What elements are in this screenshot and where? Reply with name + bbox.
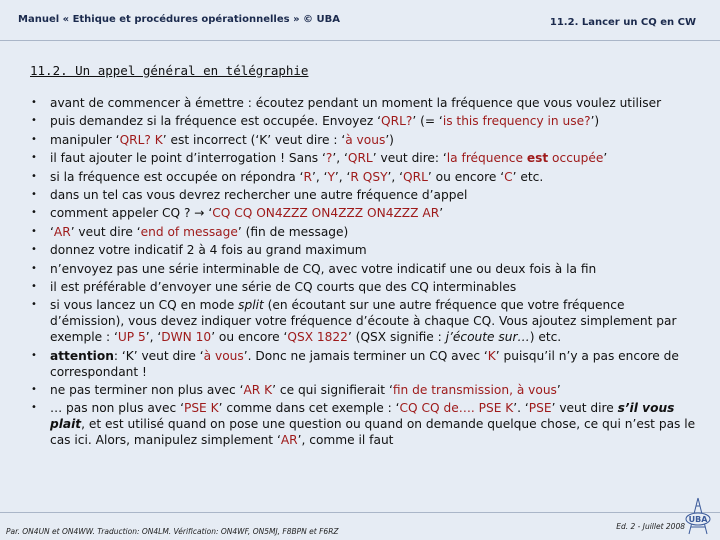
bullet-dot-icon: • xyxy=(31,384,37,396)
bullet-text-segment: PSE xyxy=(528,401,552,416)
bullet-item xyxy=(28,113,700,129)
bullet-text-segment: R QSY xyxy=(350,169,388,184)
bullet-dot-icon: • xyxy=(31,133,37,145)
bullet-text-segment: ’ etc. xyxy=(512,169,544,184)
bullet-text-segment: ’ comme dans cet exemple : ‘ xyxy=(218,401,400,416)
bullet-text-segment: il est préférable d’envoyer une série de CQ courts que des CQ interminables xyxy=(50,279,517,294)
bullet-text-segment: ’, comme il faut xyxy=(297,433,394,448)
bullet-text-segment: ’, ‘ xyxy=(311,169,328,184)
bullet-text-segment: QRL xyxy=(347,151,373,166)
bullet-text-segment: AR xyxy=(280,433,298,448)
bullet-text-segment: , et est utilisé quand on pose une question ou quand on demande quelque chose, ce qui n’est pas le cas ici. Alors, manipulez simplement ‘ xyxy=(50,417,696,448)
bullet-item xyxy=(28,187,700,203)
bullet-text-segment: ’ ou encore ‘ xyxy=(427,169,505,184)
bullet-text-segment: ’) xyxy=(385,132,394,147)
bullet-text-segment: Y xyxy=(327,169,335,184)
bullet-text-segment: is this frequency in use? xyxy=(442,114,591,129)
bullet-text-segment: ’ xyxy=(603,151,608,166)
bullet-text-segment: AR xyxy=(53,224,71,239)
bullet-text-segment: ’) xyxy=(590,114,600,129)
bullet-text-segment: si vous lancez un CQ en mode xyxy=(50,298,239,313)
bullet-item xyxy=(28,150,700,166)
bullet-dot-icon: • xyxy=(31,188,37,200)
bullet-text-segment: si la fréquence est occupée on répondra ‘ xyxy=(50,169,304,184)
bullet-text-segment: QRL xyxy=(403,169,428,184)
bullet-text-segment: ’ est incorrect (‘K’ veut dire : ‘ xyxy=(162,132,346,147)
bullet-text-segment: DWN 10 xyxy=(161,330,212,345)
bullet-item xyxy=(28,224,700,240)
bullet-item xyxy=(28,348,700,380)
bullet-text-segment: ’ veut dire ‘ xyxy=(70,224,141,239)
bullet-dot-icon: • xyxy=(31,299,37,311)
bullet-text-segment: ’. Donc ne jamais terminer un CQ avec ‘ xyxy=(243,348,488,363)
bullet-text-segment: ’. ‘ xyxy=(513,401,529,416)
bullet-text-segment: QSX 1822 xyxy=(287,330,348,345)
bullet-item xyxy=(28,400,700,448)
bullet-item xyxy=(28,95,700,111)
bullet-text-segment: est xyxy=(526,151,549,166)
bullet-dot-icon: • xyxy=(31,225,37,237)
bullet-text-segment: ’ ou encore ‘ xyxy=(211,330,288,345)
bullet-text-segment: ) etc. xyxy=(529,330,562,345)
bullet-text-segment: comment appeler CQ ? → ‘ xyxy=(50,206,213,221)
bullet-list xyxy=(28,95,700,451)
bullet-text-segment: avant de commencer à émettre : écoutez pendant un moment la fréquence que vous voulez utiliser xyxy=(50,96,662,110)
bullet-text-segment: ’, ‘ xyxy=(387,169,404,184)
bullet-text-segment: ’, ‘ xyxy=(334,169,351,184)
bullet-text-segment: ’ veut dire xyxy=(551,401,618,416)
bullet-text-segment: (en écoutant sur une autre fréquence que votre fréquence d’émission), vous devez indiquer votre fréquence d’écoute à chaque CQ. Vous ajoutez simplement par exemple : ‘ xyxy=(50,298,677,345)
uba-logo-icon xyxy=(682,496,714,536)
bullet-text-segment: ’ (= ‘ xyxy=(412,114,443,129)
bullet-item xyxy=(28,205,700,221)
bullet-text-segment: dans un tel cas vous devrez rechercher une autre fréquence d’appel xyxy=(50,187,468,202)
bullet-text-segment: ne pas terminer non plus avec ‘ xyxy=(50,383,244,398)
bullet-text-segment: PSE K xyxy=(183,401,219,416)
bullet-text-segment: : ‘K’ veut dire ‘ xyxy=(113,348,204,363)
bullet-text-segment: à vous xyxy=(345,132,386,147)
bullet-text-segment: ’ puisqu’il n’y a pas encore de correspondant ! xyxy=(50,348,679,379)
bullet-dot-icon: • xyxy=(31,244,37,256)
bullet-text-segment: ? xyxy=(325,151,333,166)
bullet-text-segment: la fréquence xyxy=(446,151,527,166)
bullet-text-segment: R xyxy=(303,169,312,184)
slide-title: 11.2. Un appel général en télégraphie xyxy=(30,63,309,78)
footer-edition: Ed. 2 - Juillet 2008 xyxy=(616,522,685,531)
bullet-text-segment: split xyxy=(238,298,264,313)
bullet-dot-icon: • xyxy=(31,170,37,182)
bullet-dot-icon: • xyxy=(31,152,37,164)
header-divider xyxy=(0,40,720,41)
bullet-text-segment: j’écoute sur… xyxy=(445,330,530,345)
bullet-text-segment: ’, ‘ xyxy=(145,330,162,345)
bullet-text-segment: à vous xyxy=(203,348,244,363)
bullet-text-segment: ‘ xyxy=(50,224,54,239)
bullet-text-segment: occupée xyxy=(548,151,604,166)
bullet-dot-icon: • xyxy=(31,97,37,108)
bullet-text-segment: QRL? K xyxy=(119,132,163,147)
bullet-text-segment: fin de transmission, à vous xyxy=(392,383,557,398)
bullet-dot-icon: • xyxy=(31,280,37,292)
bullet-text-segment: CQ CQ ON4ZZZ ON4ZZZ ON4ZZZ AR xyxy=(212,206,440,221)
footer-credits: Par. ON4UN et ON4WW. Traduction: ON4LM. Vérification: ON4WF, ON5MJ, F8BPN et F6RZ xyxy=(6,527,339,536)
bullet-text-segment: CQ CQ de…. PSE K xyxy=(399,401,514,416)
header-manual-title: Manuel « Ethique et procédures opérationnelles » © UBA xyxy=(18,14,340,25)
bullet-item xyxy=(28,279,700,295)
bullet-text-segment: ’ ce qui signifierait ‘ xyxy=(272,383,393,398)
bullet-item xyxy=(28,169,700,185)
bullet-item xyxy=(28,382,700,398)
header-section-title: 11.2. Lancer un CQ en CW xyxy=(549,17,696,28)
bullet-dot-icon: • xyxy=(31,349,37,361)
bullet-text-segment: end of message xyxy=(140,224,238,239)
bullet-text-segment: QRL? xyxy=(381,114,413,129)
bullet-text-segment: manipuler ‘ xyxy=(50,132,120,147)
bullet-text-segment: UP 5 xyxy=(117,330,146,345)
bullet-text-segment: C xyxy=(504,169,513,184)
bullet-text-segment: attention xyxy=(50,348,114,363)
bullet-item xyxy=(28,132,700,148)
bullet-text-segment: ’ veut dire: ‘ xyxy=(372,151,447,166)
bullet-text-segment: n’envoyez pas une série interminable de CQ, avec votre indicatif une ou deux fois à la fin xyxy=(50,261,597,276)
bullet-text-segment: ’ xyxy=(439,206,444,221)
footer-divider xyxy=(0,512,720,513)
bullet-text-segment: AR K xyxy=(243,383,273,398)
bullet-text-segment: K xyxy=(487,348,496,363)
bullet-text-segment: ’ xyxy=(556,383,561,398)
bullet-text-segment: ’, ‘ xyxy=(332,151,348,166)
bullet-text-segment: … pas non plus avec ‘ xyxy=(50,401,184,416)
bullet-text-segment: ’ (fin de message) xyxy=(237,224,349,239)
bullet-text-segment: puis demandez si la fréquence est occupée. Envoyez ‘ xyxy=(50,114,382,129)
bullet-text-segment: donnez votre indicatif 2 à 4 fois au grand maximum xyxy=(50,243,367,258)
bullet-dot-icon: • xyxy=(31,262,37,274)
bullet-item xyxy=(28,261,700,277)
bullet-item xyxy=(28,297,700,345)
bullet-text-segment: s’il vous plait xyxy=(50,401,675,432)
bullet-dot-icon: • xyxy=(31,402,37,414)
bullet-text-segment: ’ (QSX signifie : xyxy=(347,330,446,345)
bullet-dot-icon: • xyxy=(31,207,37,219)
bullet-dot-icon: • xyxy=(31,115,37,127)
logo-text: UBA xyxy=(688,515,708,524)
bullet-item xyxy=(28,242,700,258)
bullet-text-segment: il faut ajouter le point d’interrogation ! Sans ‘ xyxy=(50,151,326,166)
